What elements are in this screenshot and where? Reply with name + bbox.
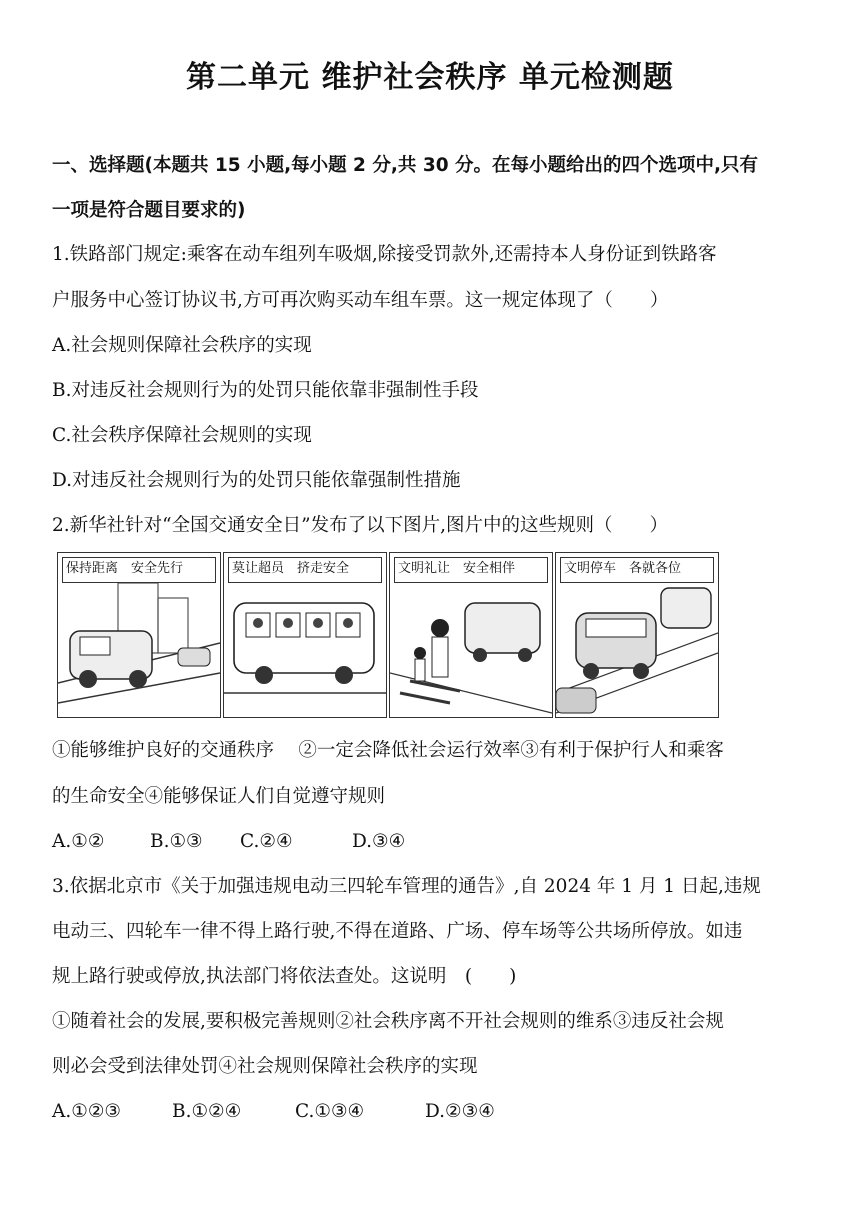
q1-option-d: D.对违反社会规则行为的处罚只能依靠强制性措施 <box>52 470 461 491</box>
traffic-comic-strip <box>57 552 722 718</box>
q2-option-a: A.①② <box>52 831 105 852</box>
page-title: 第二单元 维护社会秩序 单元检测题 <box>186 60 674 95</box>
q1-option-a: A.社会规则保障社会秩序的实现 <box>52 335 312 356</box>
comic-panel-2 <box>223 552 387 718</box>
q2-items: ①能够维护良好的交通秩序 ②一定会降低社会运行效率③有利于保护行人和乘客 <box>52 740 724 761</box>
comic-caption-4: 文明停车 各就各位 <box>560 557 714 583</box>
comic-caption-2: 莫让超员 挤走安全 <box>228 557 382 583</box>
q1-stem-cont: 户服务中心签订协议书,方可再次购买动车组车票。这一规定体现了（ ） <box>52 290 669 311</box>
q2-stem: 2.新华社针对“全国交通安全日”发布了以下图片,图片中的这些规则（ ） <box>52 515 668 536</box>
comic-panel-3 <box>389 552 553 718</box>
q3-option-d: D.②③④ <box>425 1101 495 1122</box>
q2-option-b: B.①③ <box>150 831 203 852</box>
q2-option-d: D.③④ <box>352 831 406 852</box>
q1-stem: 1.铁路部门规定:乘客在动车组列车吸烟,除接受罚款外,还需持本人身份证到铁路客 <box>52 244 717 265</box>
q2-items-cont: 的生命安全④能够保证人们自觉遵守规则 <box>52 786 386 807</box>
section-heading-cont: 一项是符合题目要求的) <box>52 200 246 221</box>
section-heading: 一、选择题(本题共 15 小题,每小题 2 分,共 30 分。在每小题给出的四个选项中,只有 <box>52 155 759 176</box>
q3-stem: 3.依据北京市《关于加强违规电动三四轮车管理的通告》,自 2024 年 1 月 1 日起,违规 <box>52 876 761 897</box>
q3-option-c: C.①③④ <box>295 1101 365 1122</box>
q3-options <box>52 1099 812 1125</box>
q1-option-b: B.对违反社会规则行为的处罚只能依靠非强制性手段 <box>52 380 479 401</box>
comic-panel-1 <box>57 552 221 718</box>
q3-stem-cont-2: 规上路行驶或停放,执法部门将依法查处。这说明 ( ) <box>52 966 517 987</box>
q1-option-c: C.社会秩序保障社会规则的实现 <box>52 425 312 446</box>
q3-items-cont: 则必会受到法律处罚④社会规则保障社会秩序的实现 <box>52 1056 478 1077</box>
q2-option-c: C.②④ <box>240 831 293 852</box>
q3-option-a: A.①②③ <box>52 1101 121 1122</box>
q3-option-b: B.①②④ <box>172 1101 242 1122</box>
q2-options <box>52 829 812 855</box>
comic-caption-1: 保持距离 安全先行 <box>62 557 216 583</box>
q3-items: ①随着社会的发展,要积极完善规则②社会秩序离不开社会规则的维系③违反社会规 <box>52 1011 724 1032</box>
comic-panel-4 <box>555 552 719 718</box>
q3-stem-cont-1: 电动三、四轮车一律不得上路行驶,不得在道路、广场、停车场等公共场所停放。如违 <box>52 921 743 942</box>
comic-caption-3: 文明礼让 安全相伴 <box>394 557 548 583</box>
